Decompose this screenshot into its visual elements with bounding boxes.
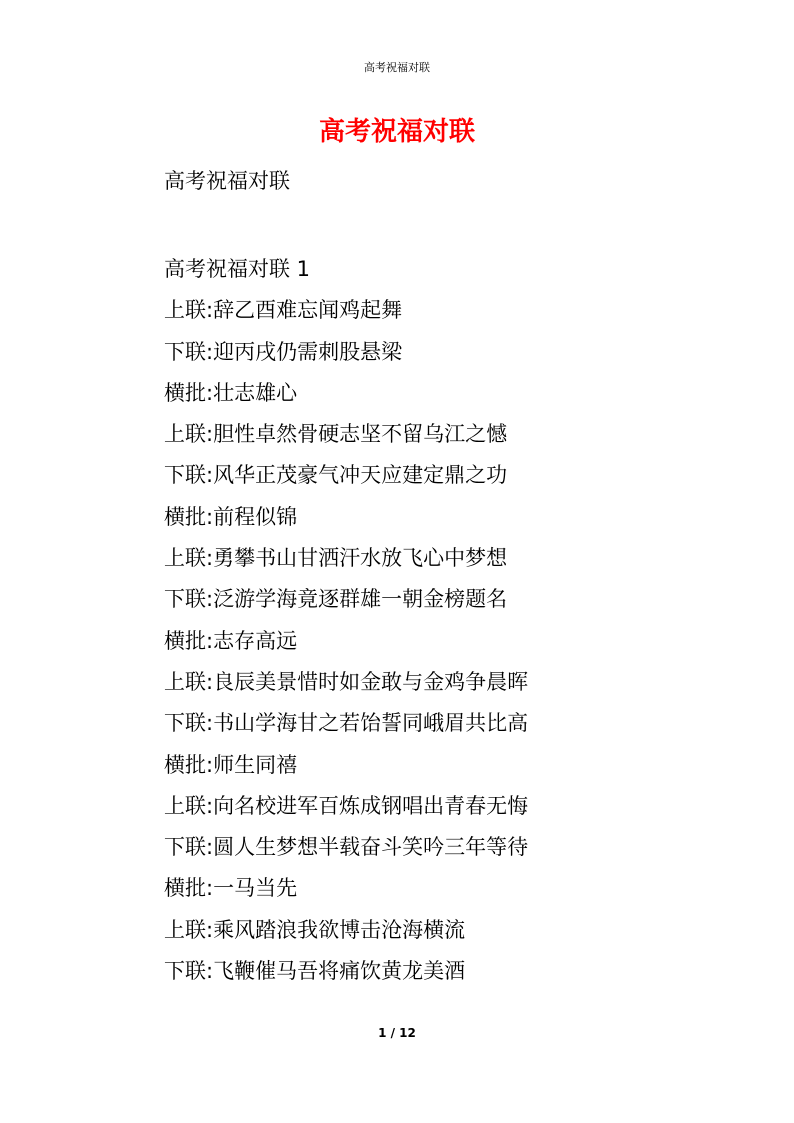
couplet-line: 下联:圆人生梦想半载奋斗笑吟三年等待 [164,835,529,860]
couplet-line: 上联:向名校进军百炼成钢唱出青春无悔 [164,793,529,818]
section-heading: 高考祝福对联 1 [164,257,311,281]
couplet-line: 横批:前程似锦 [164,504,298,529]
couplet-line: 上联:辞乙酉难忘闻鸡起舞 [164,298,403,323]
page-header: 高考祝福对联 [364,61,430,74]
couplet-line: 横批:壮志雄心 [164,380,298,405]
couplet-line: 横批:师生同禧 [164,752,298,777]
couplet-line: 下联:迎丙戌仍需刺股悬梁 [164,339,403,364]
couplet-line: 横批:一马当先 [164,876,298,901]
page-number: 1 / 12 [378,1026,416,1040]
couplet-line: 下联:飞鞭催马吾将痛饮黄龙美酒 [164,959,466,984]
couplet-line: 下联:泛游学海竟逐群雄一朝金榜题名 [164,587,508,612]
document-subtitle: 高考祝福对联 [164,169,290,193]
couplet-line: 上联:胆性卓然骨硬志坚不留乌江之憾 [164,422,508,447]
couplet-line: 上联:乘风踏浪我欲博击沧海横流 [164,917,466,942]
couplet-line: 上联:良辰美景惜时如金敢与金鸡争晨晖 [164,669,529,694]
couplet-line: 横批:志存高远 [164,628,298,653]
couplet-line: 上联:勇攀书山甘洒汗水放飞心中梦想 [164,546,508,571]
document-title: 高考祝福对联 [318,117,475,147]
couplet-line: 下联:书山学海甘之若饴誓同峨眉共比高 [164,711,529,736]
couplet-list [164,249,644,992]
couplet-line: 下联:风华正茂豪气冲天应建定鼎之功 [164,463,508,488]
